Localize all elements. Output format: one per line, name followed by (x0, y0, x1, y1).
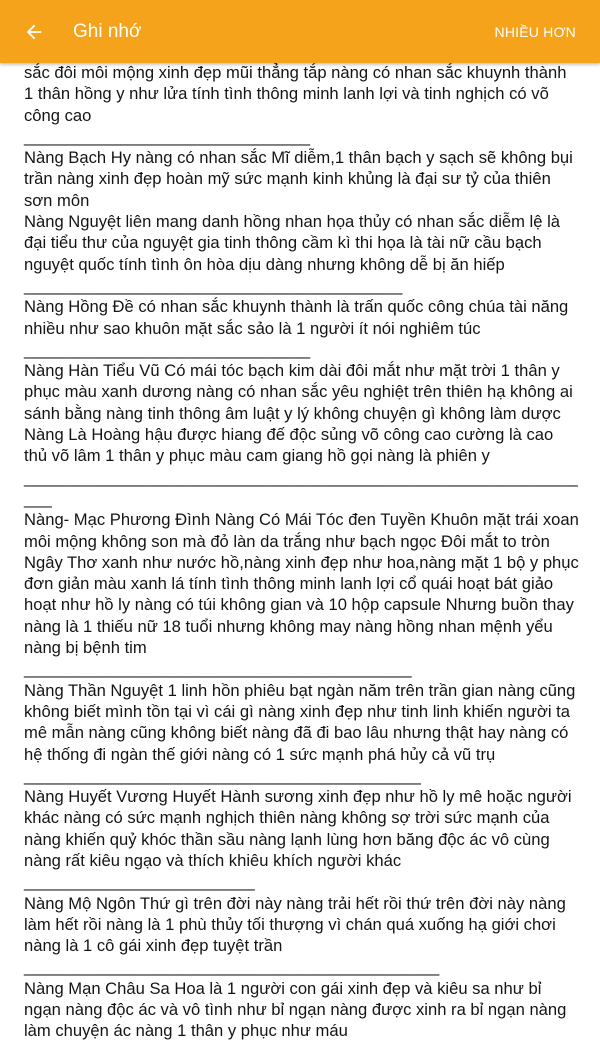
more-button[interactable]: NHIỀU HƠN (494, 24, 576, 40)
note-text-editor[interactable]: sắc đôi môi mộng xinh đẹp mũi thẳng tắp nàng có nhan sắc khuynh thành 1 thân hồng y như lửa tính tình thông minh lanh lợi và tinh nghịch có võ công cao _______________________________ Nàng Bạch Hy nàng có nhan sắc Mĩ diễm,1 thân bạch y sạch sẽ không bụi trần nàng xinh đẹp hoàn mỹ sức mạnh kinh khủng là đại sư tỷ của thiên sơn môn Nàng Nguyệt liên mang danh hồng nhan họa thủy có nhan sắc diễm lệ là đại tiểu thư của nguyệt gia tinh thông cầm kì thi họa là tài nữ cầu bạch nguyệt quốc tính tình ôn hòa dịu dàng nhưng không dễ bị ăn hiếp _________________________________________ Nàng Hồng Đề có nhan sắc khuynh thành là trấn quốc công chúa tài năng nhiều như sao khuôn mặt sắc sảo là 1 người ít nói nghiêm túc _______________________________ Nàng Hàn Tiểu Vũ Có mái tóc bạch kim dài đôi mắt như mặt trời 1 thân y phục màu xanh dương nàng có nhan sắc yêu nghiệt trên thiên hạ không ai sánh bằng nàng tinh thông âm luật y lý không chuyện gì không làm dược Nàng Là Hoàng hậu được hiang đế độc sủng võ công cao cường là cao thủ võ lâm 1 thân y phục màu cam giang hồ gọi nàng là phiên y _______________________________________________________________ Nàng- Mạc Phương Đình Nàng Có Mái Tóc đen Tuyền Khuôn mặt trái xoan môi mộng không son mà đỏ làn da trắng như bạch ngọc Đôi mắt to tròn Ngây Thơ xanh như nước hồ,nàng xinh đẹp như hoa,nàng mặt 1 bộ y phục đơn giản màu xanh lá tính tình thông minh lanh lợi cổ quái hoạt bát giảo hoạt như hồ ly nàng có túi không gian và 10 hộp capsule Nhưng buồn thay nàng là 1 thiếu nữ 18 tuổi nhưng không may nàng hồng nhan mệnh yểu nàng bị bệnh tim __________________________________________ Nàng Thần Nguyệt 1 linh hồn phiêu bạt ngàn năm trên trần gian nàng cũng không biết mình tồn tại vì cái gì nàng xinh đẹp như tinh linh khiến người ta mê mẫn nàng cũng không biết nàng đã đi bao lâu nhưng thật hay nàng có hệ thống đi ngàn thế giới nàng có 1 sức mạnh phá hủy cả vũ trụ ___________________________________________ Nàng Huyết Vương Huyết Hành sương xinh đẹp như hồ ly mê hoặc người khác nàng có sức mạnh nghịch thiên nàng không sợ trời sức mạnh của nàng khiến quỷ khóc thần sầu nàng lạnh lùng hơn băng độc ác vô cùng nàng rất kiêu ngạo và thích khiêu khích người khác _________________________ Nàng Mộ Ngôn Thứ gì trên đời này nàng trải hết rồi thứ trên đời này nàng làm hết rồi nàng là 1 phù thủy tối thượng vì chán quá xuống hạ giới chơi nàng là 1 cô gái xinh đẹp tuyệt trần _____________________________________________ Nàng Mạn Châu Sa Hoa là 1 người con gái xinh đẹp và kiêu sa như bỉ ngạn nàng độc ác và vô tình như bỉ ngạn nàng được xinh ra bỉ ngạn nàng làm chuyện ác nàng 1 thân y phục như máu (24, 63, 579, 1041)
note-scroll-area[interactable] (0, 63, 600, 1041)
back-button[interactable] (14, 12, 54, 52)
arrow-back-icon (23, 21, 45, 43)
app-bar (0, 0, 600, 63)
page-title: Ghi nhớ (73, 21, 142, 42)
